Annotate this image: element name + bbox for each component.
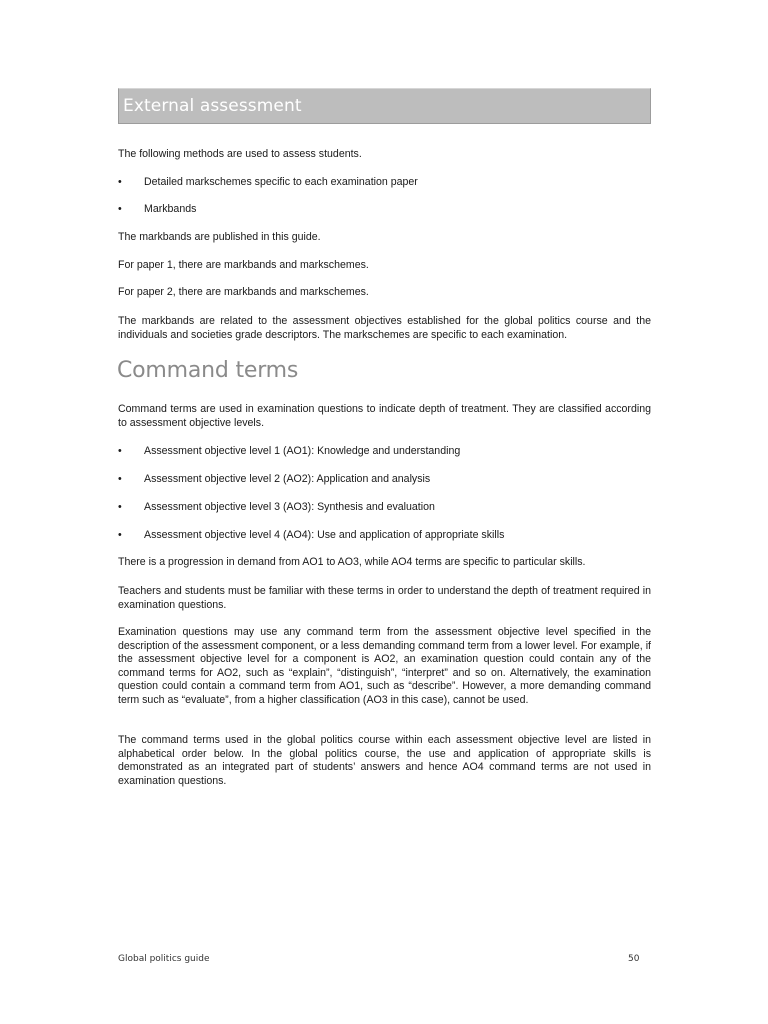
bullet-dot: •	[118, 501, 122, 513]
list-item-text: Detailed markschemes specific to each examination paper	[144, 176, 418, 188]
list-item-text: Assessment objective level 1 (AO1): Knowledge and understanding	[144, 445, 461, 457]
list-item-text: Assessment objective level 4 (AO4): Use and application of appropriate skills	[144, 529, 505, 541]
page-number: 50	[628, 954, 640, 964]
bullet-dot: •	[118, 203, 122, 215]
paragraph: Examination questions may use any command term from the assessment objective level specified in the description of the assessment component, or a less demanding command term from a lower level. For example, if the assessment objective level for a component is AO2, an examination question could contain any of the command terms for AO2, such as “explain”, “distinguish”, “interpret” and so on. Alternatively, the examination question could contain a command term from AO1, such as “describe”. However, a more demanding command term such as “evaluate”, from a higher classification (AO3 in this case), cannot be used.	[118, 626, 651, 706]
paragraph: The command terms used in the global politics course within each assessment objective level are listed in alphabetical order below. In the global politics course, the use and application of appropriate skills is demonstrated as an integrated part of students’ answers and hence AO4 command terms are not used in examination questions.	[118, 734, 651, 787]
paragraph: For paper 2, there are markbands and markschemes.	[118, 286, 369, 298]
paragraph: For paper 1, there are markbands and markschemes.	[118, 259, 369, 271]
list-item-text: Assessment objective level 2 (AO2): Application and analysis	[144, 473, 431, 485]
paragraph: Teachers and students must be familiar with these terms in order to understand the depth of treatment required in examination questions.	[118, 585, 651, 611]
paragraph-intro: The following methods are used to assess students.	[118, 148, 362, 160]
section-heading-command-terms: Command terms	[117, 358, 299, 383]
bullet-dot: •	[118, 473, 122, 485]
bullet-dot: •	[118, 445, 122, 457]
paragraph: There is a progression in demand from AO1 to AO3, while AO4 terms are specific to particular skills.	[118, 556, 586, 568]
section-banner	[118, 88, 651, 124]
list-item-text: Markbands	[144, 203, 197, 215]
paragraph-intro: Command terms are used in examination questions to indicate depth of treatment. They are classified according to assessment objective levels.	[118, 403, 651, 429]
list-item-text: Assessment objective level 3 (AO3): Synthesis and evaluation	[144, 501, 435, 513]
section-heading-external-assessment: External assessment	[123, 96, 302, 116]
bullet-dot: •	[118, 176, 122, 188]
bullet-dot: •	[118, 529, 122, 541]
footer-title: Global politics guide	[118, 954, 210, 964]
paragraph: The markbands are published in this guide.	[118, 231, 321, 243]
paragraph: The markbands are related to the assessment objectives established for the global politics course and the individuals and societies grade descriptors. The markschemes are specific to each examination.	[118, 315, 651, 341]
